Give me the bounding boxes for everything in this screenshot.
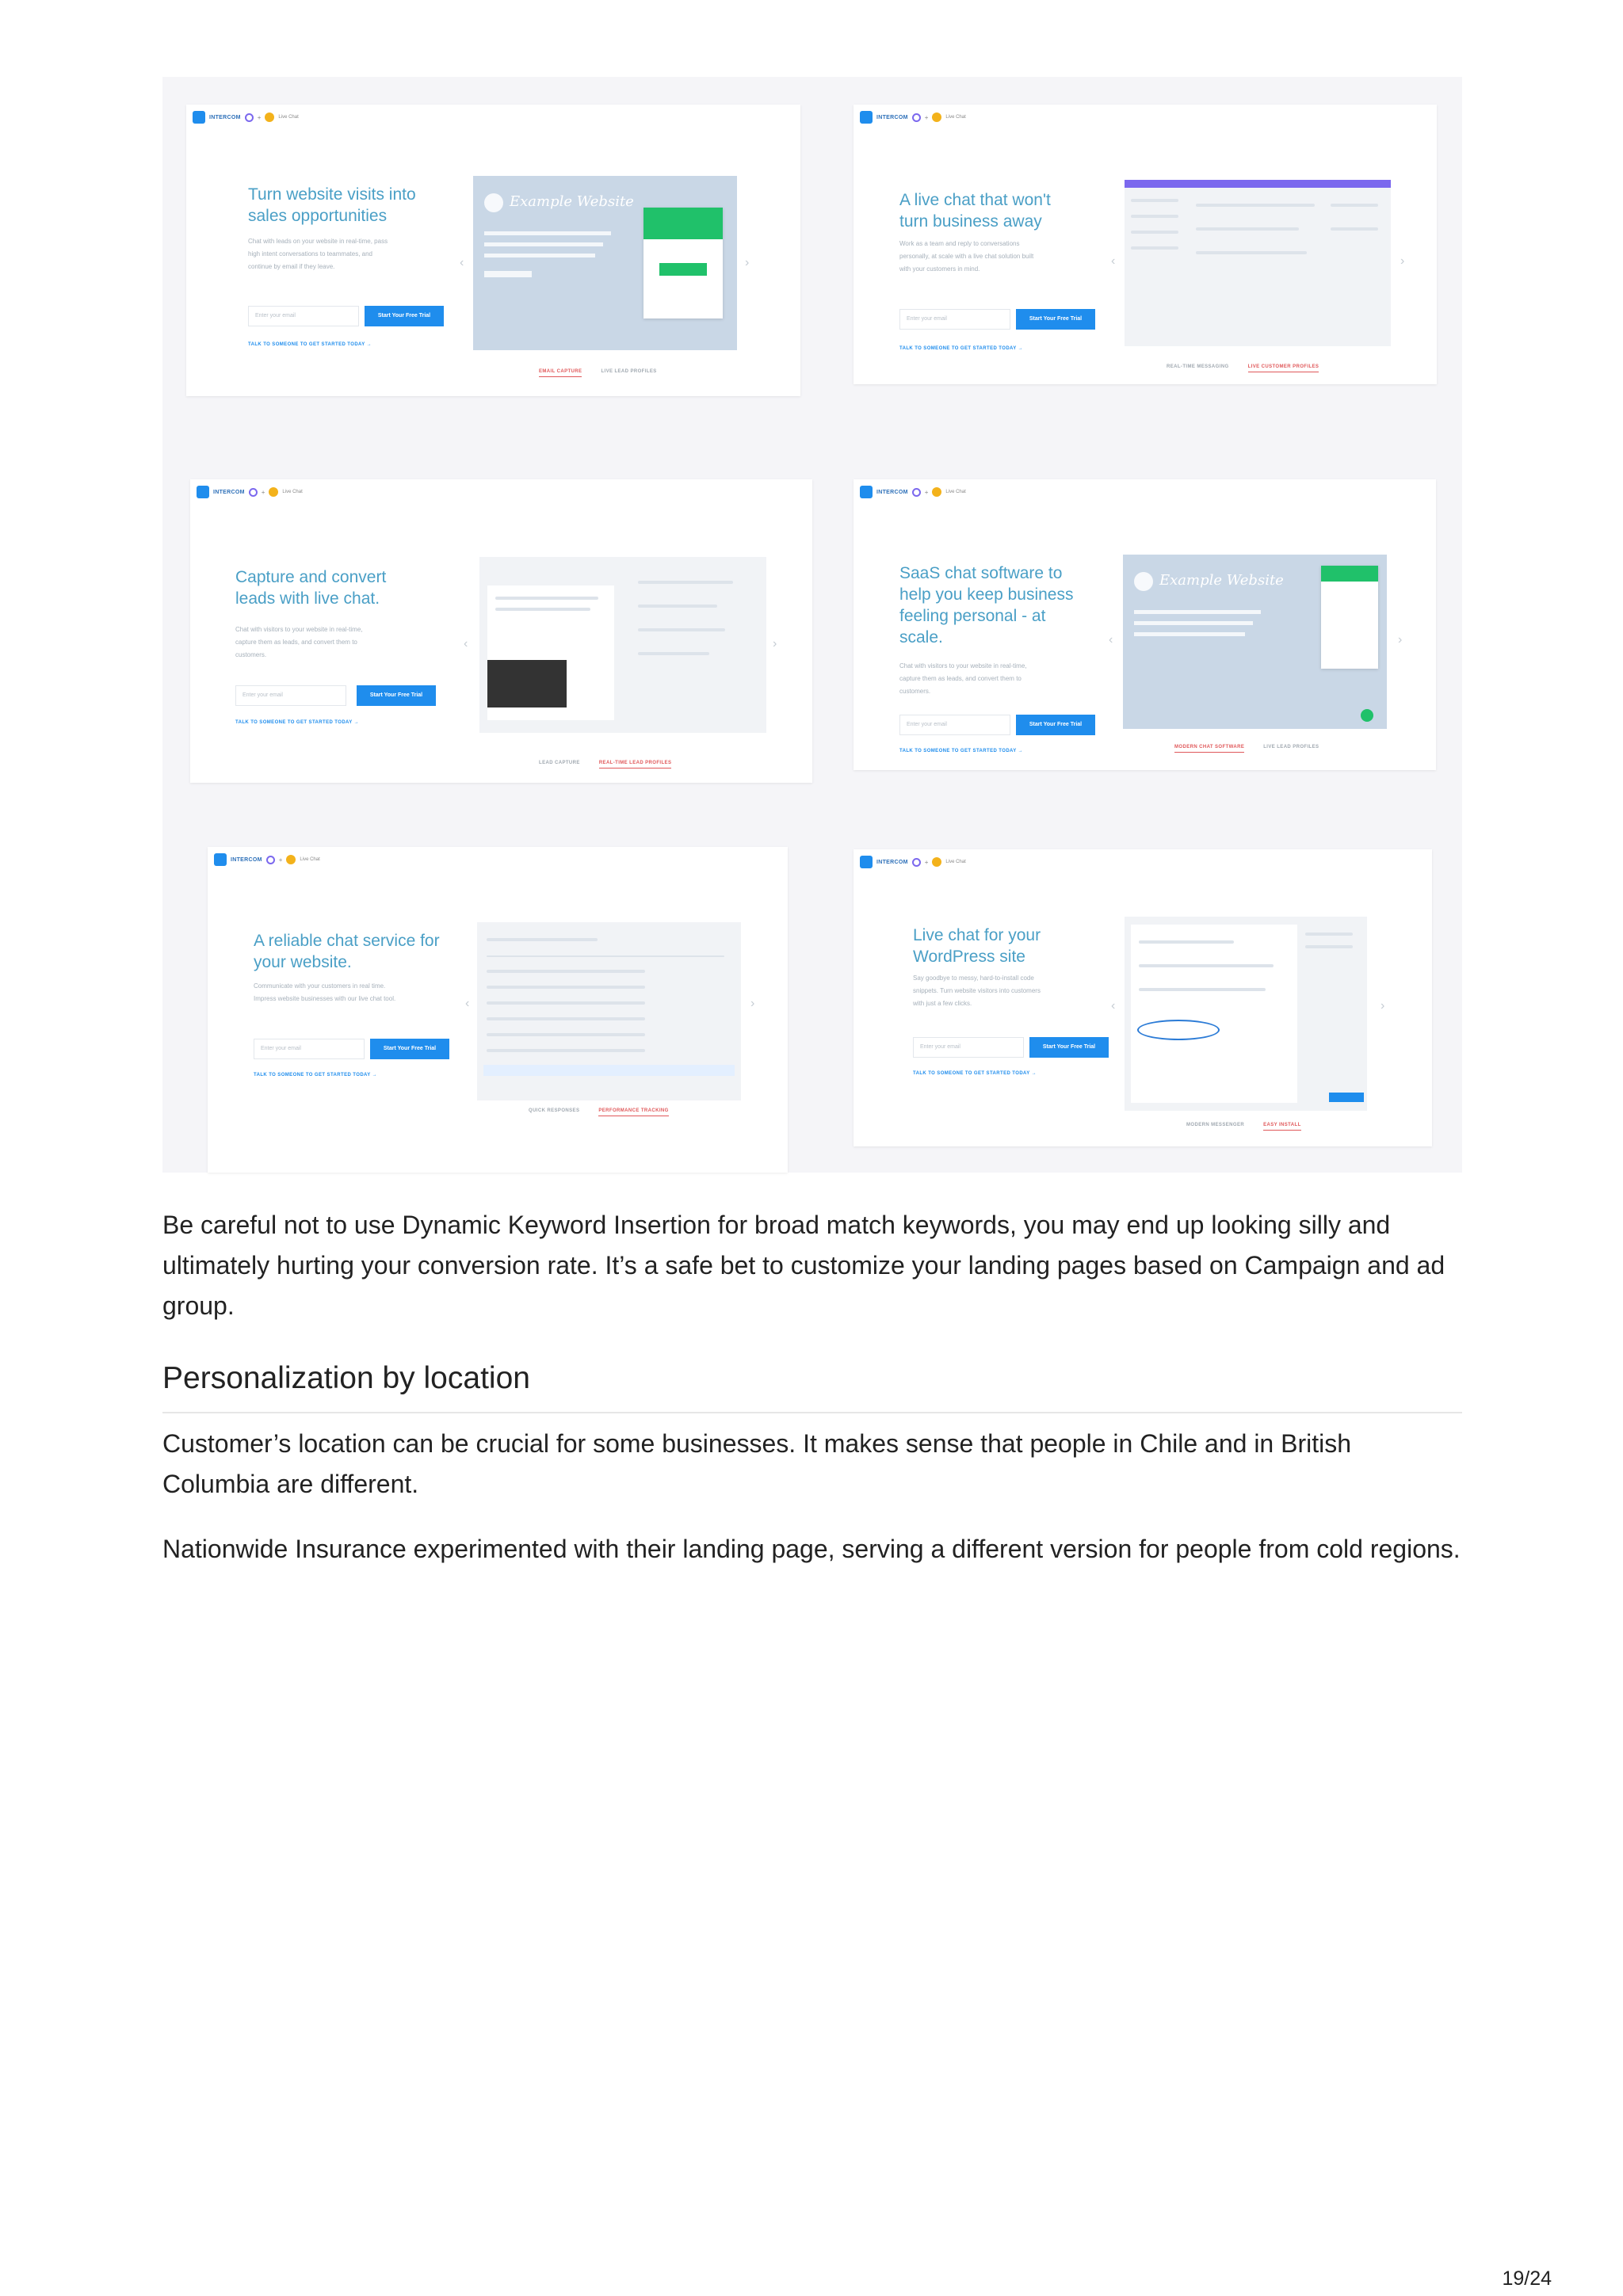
intercom-icon — [197, 486, 209, 498]
tab-active[interactable]: MODERN CHAT SOFTWARE — [1174, 745, 1244, 753]
performance-mockup — [477, 922, 741, 1100]
intercom-logo: INTERCOM + Live Chat — [193, 111, 299, 124]
landing-tile-2 — [854, 105, 1437, 384]
intercom-icon — [214, 853, 227, 866]
tile-tabs — [539, 761, 671, 769]
intercom-ring-icon — [912, 488, 921, 497]
inbox-mockup — [1125, 180, 1391, 346]
email-input[interactable]: Enter your email — [913, 1037, 1024, 1058]
tile-headline: SaaS chat software to help you keep business feeling personal - at scale. — [899, 564, 1074, 646]
website-mockup — [473, 176, 737, 350]
landing-tile-4 — [854, 479, 1436, 770]
intercom-icon — [860, 856, 873, 868]
chevron-left-icon[interactable]: ‹ — [460, 256, 464, 269]
tile-tabs — [539, 369, 657, 377]
talk-link[interactable]: TALK TO SOMEONE TO GET STARTED TODAY → — [254, 1073, 377, 1077]
lead-profile-mockup — [479, 557, 766, 733]
tab[interactable]: LIVE LEAD PROFILES — [601, 369, 657, 374]
tile-headline: A live chat that won't turn business away — [899, 191, 1051, 231]
chevron-right-icon[interactable]: › — [1400, 254, 1405, 268]
live-chat-icon — [265, 113, 274, 122]
intercom-ring-icon — [912, 858, 921, 867]
landing-tile-6 — [854, 849, 1432, 1146]
live-chat-icon — [932, 113, 941, 122]
chevron-right-icon[interactable]: › — [745, 256, 750, 269]
email-input[interactable]: Enter your email — [254, 1039, 365, 1059]
chevron-left-icon[interactable]: ‹ — [464, 637, 468, 650]
tile-body: Say goodbye to messy, hard-to-install code snippets. Turn website visitors into customers with just a few clicks. — [913, 974, 1041, 1007]
intercom-logo: INTERCOM + Live Chat — [197, 486, 303, 498]
tab[interactable]: MODERN MESSENGER — [1186, 1123, 1245, 1127]
chevron-left-icon[interactable]: ‹ — [1109, 633, 1113, 646]
tab-active[interactable]: EMAIL CAPTURE — [539, 369, 582, 377]
tile-tabs — [1174, 745, 1319, 753]
talk-link[interactable]: TALK TO SOMEONE TO GET STARTED TODAY → — [913, 1071, 1037, 1076]
tab-active[interactable]: LIVE CUSTOMER PROFILES — [1248, 364, 1319, 372]
tile-headline: A reliable chat service for your website. — [254, 932, 440, 971]
intercom-logo: INTERCOM + Live Chat — [860, 856, 966, 868]
landing-page-collage — [162, 77, 1462, 1173]
tile-headline: Live chat for your WordPress site — [913, 926, 1041, 966]
intercom-ring-icon — [912, 113, 921, 122]
intercom-ring-icon — [245, 113, 254, 122]
talk-link[interactable]: TALK TO SOMEONE TO GET STARTED TODAY → — [235, 720, 359, 725]
paragraph-dki-warning: Be careful not to use Dynamic Keyword Insertion for broad match keywords, you may end up looking silly and ultimately hurting your conversion rate. It’s a safe bet to customize your landing pages based on Campaign and ad group. — [162, 1211, 1445, 1320]
chevron-right-icon[interactable]: › — [750, 997, 755, 1010]
chevron-left-icon[interactable]: ‹ — [1111, 999, 1116, 1013]
install-mockup — [1125, 917, 1367, 1111]
paragraph-location: Customer’s location can be crucial for some businesses. It makes sense that people in Chile and in British Columbia are different. — [162, 1429, 1352, 1498]
tab[interactable]: QUICK RESPONSES — [529, 1108, 580, 1113]
paragraph-nationwide: Nationwide Insurance experimented with their landing page, serving a different version for people from cold regions. — [162, 1535, 1461, 1563]
tab[interactable]: REAL-TIME MESSAGING — [1167, 364, 1229, 369]
tile-tabs — [1186, 1123, 1301, 1131]
talk-link[interactable]: TALK TO SOMEONE TO GET STARTED TODAY → — [899, 346, 1023, 351]
live-chat-icon — [269, 487, 278, 497]
start-trial-button[interactable]: Start Your Free Trial — [1016, 715, 1095, 735]
mockup-title: Example Website — [1159, 572, 1284, 589]
email-input[interactable]: Enter your email — [899, 309, 1010, 330]
intercom-logo: INTERCOM + Live Chat — [860, 111, 966, 124]
tile-body: Work as a team and reply to conversations personally, at scale with a live chat solution built with your customers in mind. — [899, 240, 1034, 273]
landing-tile-5 — [208, 847, 788, 1173]
start-trial-button[interactable]: Start Your Free Trial — [1029, 1037, 1109, 1058]
landing-tile-1 — [186, 105, 800, 396]
tile-body: Chat with leads on your website in real-time, pass high intent conversations to teammates, and continue by email if they leave. — [248, 238, 388, 270]
intercom-icon — [193, 111, 205, 124]
intercom-logo: INTERCOM + Live Chat — [214, 853, 320, 866]
chevron-left-icon[interactable]: ‹ — [1111, 254, 1116, 268]
chevron-right-icon[interactable]: › — [773, 637, 777, 650]
start-trial-button[interactable]: Start Your Free Trial — [357, 685, 436, 706]
website-mockup — [1123, 555, 1387, 729]
chevron-right-icon[interactable]: › — [1398, 633, 1403, 646]
chevron-right-icon[interactable]: › — [1381, 999, 1385, 1013]
tab-active[interactable]: REAL-TIME LEAD PROFILES — [599, 761, 672, 769]
chevron-left-icon[interactable]: ‹ — [465, 997, 470, 1010]
tile-headline: Turn website visits into sales opportunities — [248, 185, 416, 225]
intercom-ring-icon — [249, 488, 258, 497]
page-number: 19/24 — [1502, 2267, 1552, 2290]
email-input[interactable]: Enter your email — [248, 306, 359, 326]
tab[interactable]: LEAD CAPTURE — [539, 761, 580, 765]
tile-tabs — [1167, 364, 1319, 372]
live-chat-icon — [286, 855, 296, 864]
email-input[interactable]: Enter your email — [899, 715, 1010, 735]
talk-link[interactable]: TALK TO SOMEONE TO GET STARTED TODAY → — [248, 342, 372, 347]
tile-tabs — [529, 1108, 669, 1116]
intercom-icon — [860, 111, 873, 124]
tab[interactable]: LIVE LEAD PROFILES — [1263, 745, 1319, 749]
talk-link[interactable]: TALK TO SOMEONE TO GET STARTED TODAY → — [899, 749, 1023, 753]
mockup-title: Example Website — [510, 193, 634, 210]
start-trial-button[interactable]: Start Your Free Trial — [365, 306, 444, 326]
start-trial-button[interactable]: Start Your Free Trial — [370, 1039, 449, 1059]
start-trial-button[interactable]: Start Your Free Trial — [1016, 309, 1095, 330]
tile-headline: Capture and convert leads with live chat. — [235, 568, 387, 608]
heading-divider — [162, 1412, 1462, 1413]
intercom-logo: INTERCOM + Live Chat — [860, 486, 966, 498]
live-chat-icon — [932, 857, 941, 867]
section-heading: Personalization by location — [162, 1361, 530, 1395]
tile-body: Chat with visitors to your website in real-time, capture them as leads, and convert them to customers. — [235, 626, 363, 658]
intercom-ring-icon — [266, 856, 275, 864]
tile-body: Communicate with your customers in real time. Impress website businesses with our live chat tool. — [254, 982, 396, 1002]
landing-tile-3 — [190, 479, 812, 783]
live-chat-icon — [932, 487, 941, 497]
intercom-icon — [860, 486, 873, 498]
tab-active[interactable]: PERFORMANCE TRACKING — [598, 1108, 668, 1116]
tile-body: Chat with visitors to your website in real-time, capture them as leads, and convert them to customers. — [899, 662, 1027, 695]
email-input[interactable]: Enter your email — [235, 685, 346, 706]
tab-active[interactable]: EASY INSTALL — [1263, 1123, 1301, 1131]
